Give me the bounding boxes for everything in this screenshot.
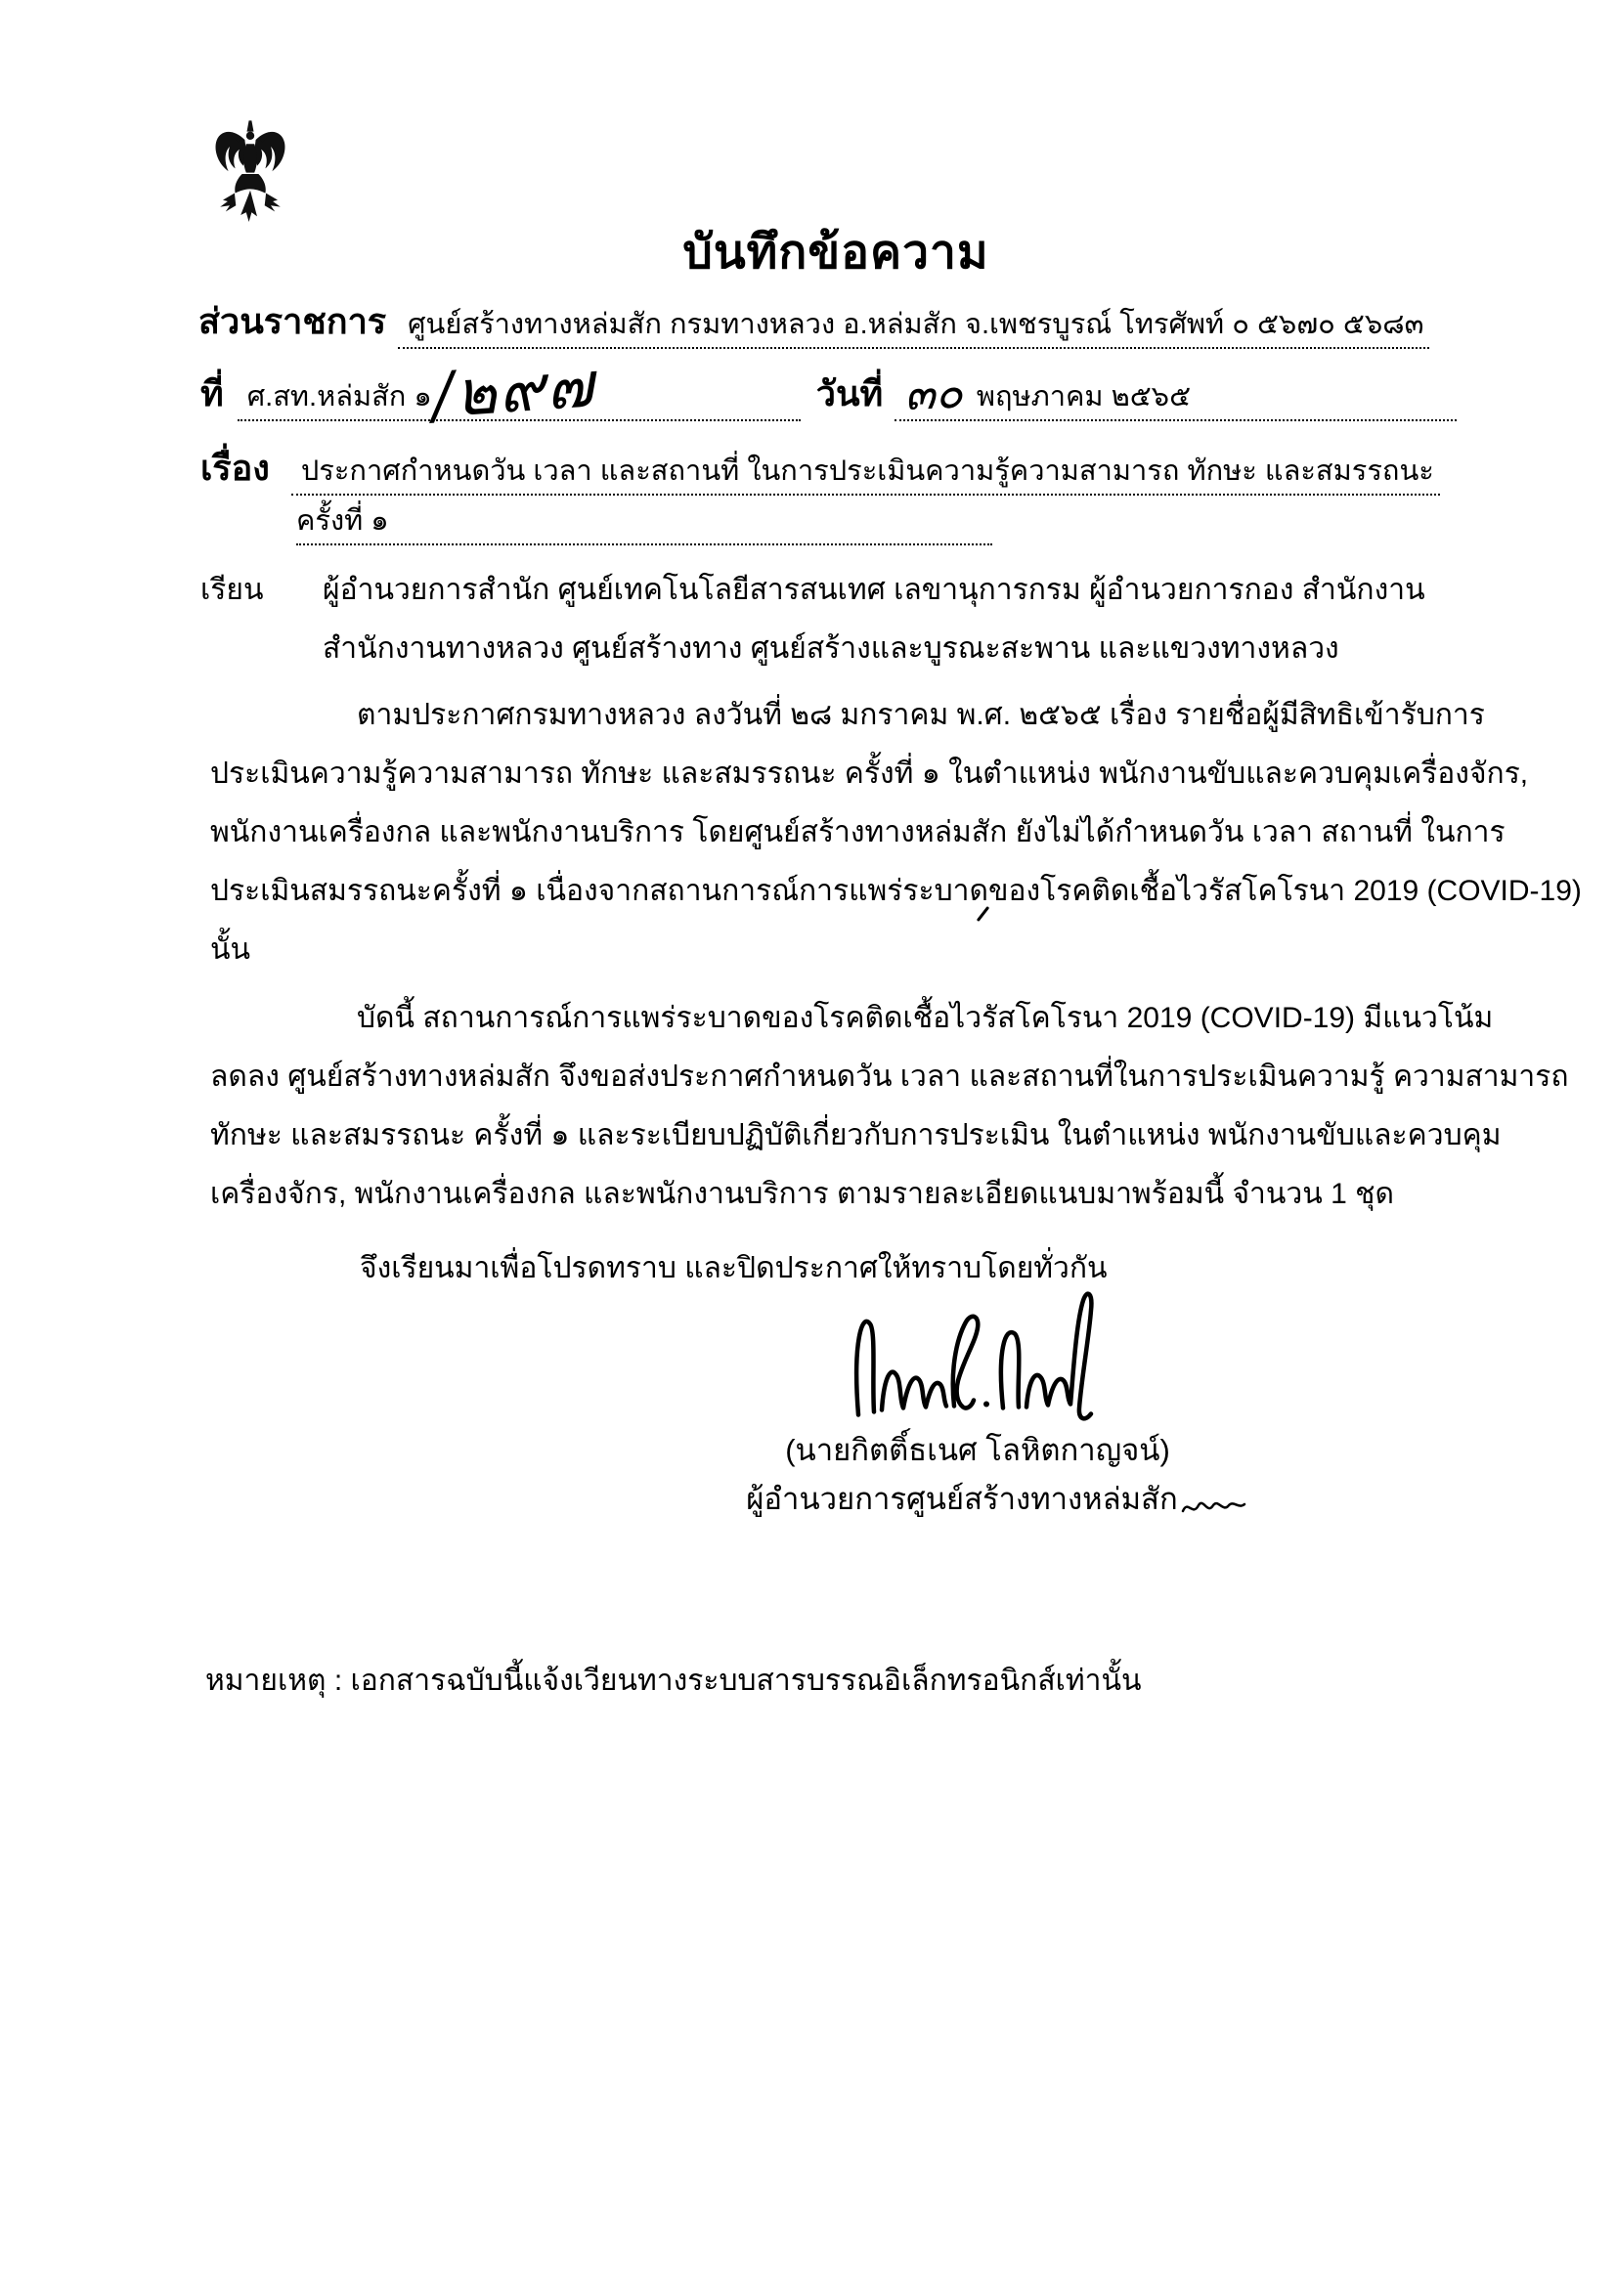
number-handwritten: /๒๙๗ xyxy=(429,349,597,433)
to-line-1: ผู้อำนวยการสำนัก ศูนย์เทคโนโลยีสารสนเทศ เลขานุการกรม ผู้อำนวยการกอง สำนักงาน xyxy=(323,574,1425,606)
agency-label: ส่วนราชการ xyxy=(198,301,387,341)
agency-value: ศูนย์สร้างทางหล่มสัก กรมทางหลวง อ.หล่มสัก จ.เพชรบูรณ์ โทรศัพท์ ๐ ๕๖๗๐ ๕๖๘๓ xyxy=(398,306,1429,349)
paragraph1-line4: ประเมินสมรรถนะครั้งที่ ๑ เนื่องจากสถานการณ์การแพร่ระบาดของโรคติดเชื้อไวรัสโคโรนา 2019 (COVID-19) xyxy=(210,875,1582,907)
to-label: เรียน xyxy=(200,574,264,606)
number-typed: ศ.สท.หล่มสัก ๑ xyxy=(246,381,432,412)
number-label: ที่ xyxy=(200,373,224,413)
paragraph2-line2: ลดลง ศูนย์สร้างทางหล่มสัก จึงขอส่งประกาศกำหนดวัน เวลา และสถานที่ในการประเมินความรู้ ความสามารถ xyxy=(210,1061,1569,1093)
paragraph2-line3: ทักษะ และสมรรถนะ ครั้งที่ ๑ และระเบียบปฏิบัติเกี่ยวกับการประเมิน ในตำแหน่ง พนักงานขับและควบคุม xyxy=(210,1119,1502,1151)
date-label: วันที่ xyxy=(815,373,884,413)
signature-handwriting xyxy=(839,1280,1132,1432)
paragraph1-line2: ประเมินความรู้ความสามารถ ทักษะ และสมรรถนะ ครั้งที่ ๑ ในตำแหน่ง พนักงานขับและควบคุมเครื่องจักร, xyxy=(210,758,1529,790)
subject-line1: ประกาศกำหนดวัน เวลา และสถานที่ ในการประเมินความรู้ความสามารถ ทักษะ และสมรรถนะ xyxy=(291,453,1440,496)
document-title: บันทึกข้อความ xyxy=(682,227,989,279)
agency-row xyxy=(198,293,1424,349)
signer-position-row xyxy=(723,1474,1271,1524)
paragraph2-line4: เครื่องจักร, พนักงานเครื่องกล และพนักงานบริการ ตามรายละเอียดแนบมาพร้อมนี้ จำนวน 1 ชุด xyxy=(210,1178,1394,1210)
to-line-2: สำนักงานทางหลวง ศูนย์สร้างทาง ศูนย์สร้างและบูรณะสะพาน และแขวงทางหลวง xyxy=(323,632,1339,665)
subject-row xyxy=(200,440,1434,496)
subject-row-2 xyxy=(296,502,992,545)
subject-label: เรื่อง xyxy=(200,448,270,488)
paragraph1-line1: ตามประกาศกรมทางหลวง ลงวันที่ ๒๘ มกราคม พ.ศ. ๒๕๖๕ เรื่อง รายชื่อผู้มีสิทธิเข้ารับการ xyxy=(357,699,1485,731)
footer-note: หมายเหตุ : เอกสารฉบับนี้แจ้งเวียนทางระบบสารบรรณอิเล็กทรอนิกส์เท่านั้น xyxy=(205,1665,1142,1697)
number-value xyxy=(238,349,801,433)
paragraph1-line3: พนักงานเครื่องกล และพนักงานบริการ โดยศูนย์สร้างทางหล่มสัก ยังไม่ได้กำหนดวัน เวลา สถานที่ ในการ xyxy=(210,816,1506,848)
date-value xyxy=(895,365,1457,421)
subject-line2: ครั้งที่ ๑ xyxy=(296,502,992,545)
date-day-handwritten: ๓๐ xyxy=(903,365,964,421)
closing-line: จึงเรียนมาเพื่อโปรดทราบ และปิดประกาศให้ทราบโดยทั่วกัน xyxy=(360,1252,1108,1284)
signer-name: (นายกิตติ์ธเนศ โลหิตกาญจน์) xyxy=(785,1433,1170,1467)
date-typed: พฤษภาคม ๒๕๖๕ xyxy=(976,381,1192,412)
pen-squiggle xyxy=(1180,1494,1248,1524)
paragraph2-line1: บัดนี้ สถานการณ์การแพร่ระบาดของโรคติดเชื้อไวรัสโคโรนา 2019 (COVID-19) มีแนวโน้ม xyxy=(357,1002,1494,1034)
signer-position: ผู้อำนวยการศูนย์สร้างทางหล่มสัก xyxy=(746,1482,1178,1516)
paragraph1-line5: นั้น xyxy=(210,933,251,966)
number-date-row xyxy=(200,349,1457,433)
